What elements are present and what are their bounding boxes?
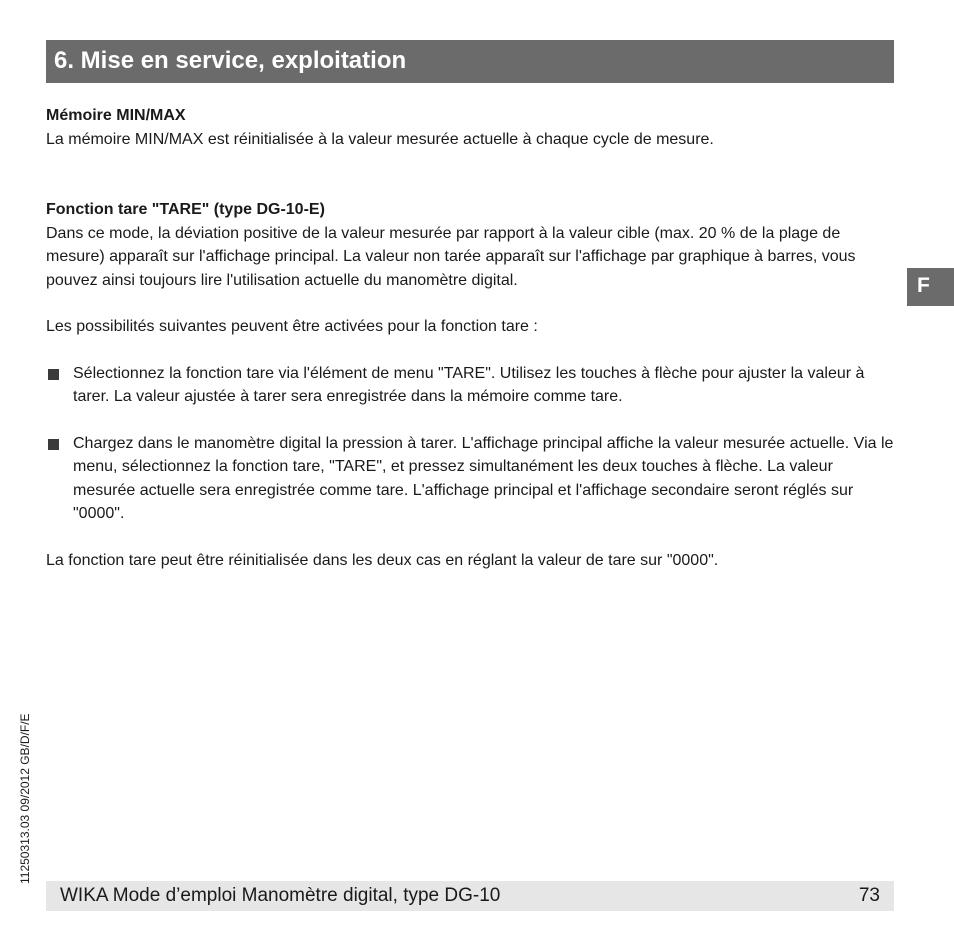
footer-title: WIKA Mode d’emploi Manomètre digital, type DG-10 <box>60 885 501 906</box>
footer-bar <box>46 881 894 911</box>
document-code: 11250313.03 09/2012 GB/D/F/E <box>18 713 32 884</box>
minmax-heading: Mémoire MIN/MAX <box>46 107 186 124</box>
section-header-bar <box>46 40 894 83</box>
language-tab <box>907 268 954 306</box>
language-tab-label: F <box>917 274 930 297</box>
spacer <box>46 292 896 315</box>
tare-paragraph: Dans ce mode, la déviation positive de la valeur mesurée par rapport à la valeur cible (max. 20 % de la plage de mesure) apparaît sur l'affichage principal. La valeur non tarée apparaît sur l'affichage par graphique à barres, vous pouvez ainsi toujours lire l'utilisation actuelle du manomètre digital. <box>46 224 856 289</box>
spacer <box>46 339 896 362</box>
page-content <box>46 104 896 572</box>
page-title: 6. Mise en service, exploitation <box>54 47 407 74</box>
tare-intro: Les possibilités suivantes peuvent être activées pour la fonction tare : <box>46 318 538 335</box>
list-item-text: Sélectionnez la fonction tare via l'élément de menu "TARE". Utilisez les touches à flèche pour ajuster la valeur à tarer. La valeur ajustée à tarer sera enregistrée dans la mémoire comme tare. <box>73 364 865 405</box>
spacer <box>46 409 896 432</box>
square-bullet-icon <box>48 439 59 450</box>
list-item <box>46 362 896 409</box>
list-item-text: Chargez dans le manomètre digital la pression à tarer. L'affichage principal affiche la valeur mesurée actuelle. Via le menu, sélectionnez la fonction tare, "TARE", et pressez simultanément les deux touches à flèche. La valeur mesurée actuelle sera enregistrée comme tare. L'affichage principal et l'affichage secondaire seront réglés sur "0000". <box>73 434 894 522</box>
tare-closing: La fonction tare peut être réinitialisée dans les deux cas en réglant la valeur de tare sur "0000". <box>46 551 719 569</box>
square-bullet-icon <box>48 369 59 380</box>
list-item <box>46 432 896 526</box>
tare-heading: Fonction tare "TARE" (type DG-10-E) <box>46 201 325 218</box>
minmax-paragraph: La mémoire MIN/MAX est réinitialisée à la valeur mesurée actuelle à chaque cycle de mesure. <box>46 130 714 148</box>
spacer <box>46 526 896 549</box>
spacer <box>46 151 896 198</box>
page-number: 73 <box>858 885 880 906</box>
